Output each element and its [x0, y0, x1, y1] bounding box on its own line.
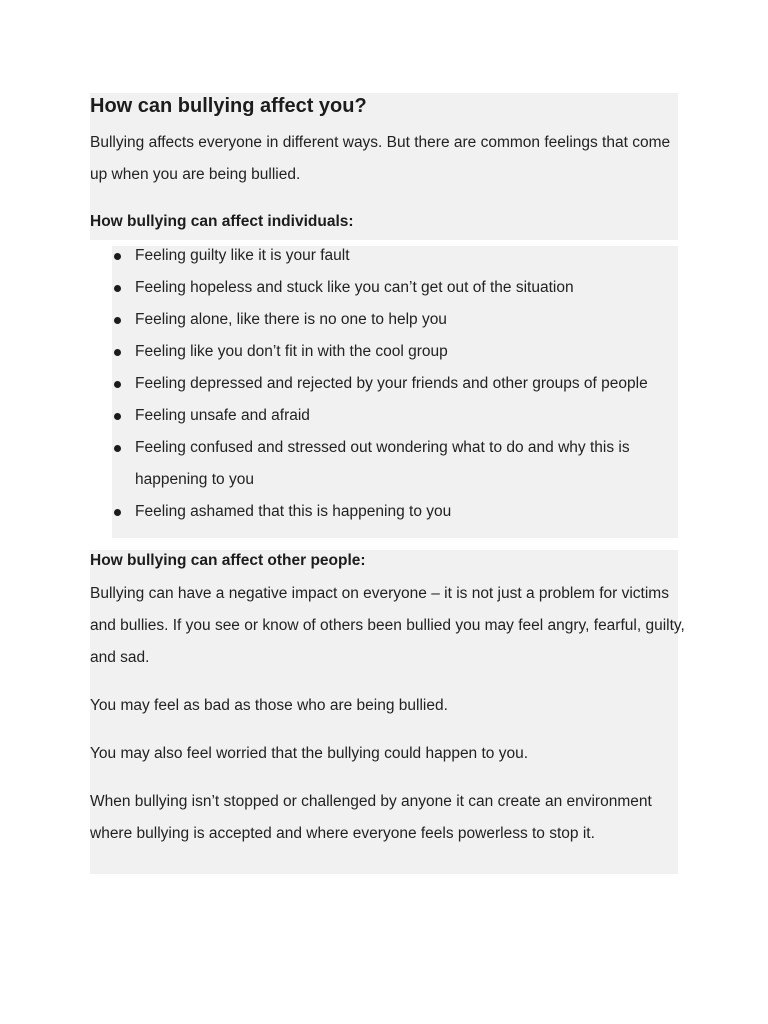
list-item-text: Feeling alone, like there is no one to help you — [135, 311, 447, 328]
bullet-icon — [114, 381, 121, 388]
bullet-icon — [114, 349, 121, 356]
list-item — [112, 432, 682, 496]
list-item-text: Feeling hopeless and stuck like you can’t get out of the situation — [135, 279, 574, 296]
list-item — [112, 368, 682, 400]
list-item-text: Feeling ashamed that this is happening to you — [135, 503, 452, 520]
list-item — [112, 496, 682, 528]
bullet-icon — [114, 413, 121, 420]
list-item-text: Feeling depressed and rejected by your friends and other groups of people — [135, 375, 648, 392]
intro-paragraph: Bullying affects everyone in different ways. But there are common feelings that come up when you are being bullied. — [90, 134, 671, 183]
list-item-text: Feeling like you don’t fit in with the cool group — [135, 343, 448, 360]
list-item — [112, 336, 682, 368]
others-paragraph: You may feel as bad as those who are being bullied. — [90, 697, 448, 714]
others-heading: How bullying can affect other people: — [90, 552, 366, 569]
list-item — [112, 240, 682, 272]
list-item — [112, 304, 682, 336]
individual-effects-list — [112, 240, 682, 528]
bullet-icon — [114, 317, 121, 324]
list-item-text: Feeling confused and stressed out wondering what to do and why this is happening to you — [135, 439, 630, 488]
others-paragraph: Bullying can have a negative impact on everyone – it is not just a problem for victims and bullies. If you see or know of others been bullied you may feel angry, fearful, guilty, and sad. — [90, 585, 685, 666]
bullet-icon — [114, 445, 121, 452]
page-title: How can bullying affect you? — [90, 95, 367, 117]
bullet-icon — [114, 285, 121, 292]
list-item-text: Feeling unsafe and afraid — [135, 407, 310, 424]
list-item — [112, 272, 682, 304]
bullet-icon — [114, 253, 121, 260]
list-item-text: Feeling guilty like it is your fault — [135, 247, 350, 264]
list-item — [112, 400, 682, 432]
bullet-icon — [114, 509, 121, 516]
others-paragraph: When bullying isn’t stopped or challenged by anyone it can create an environment where bullying is accepted and where everyone feels powerless to stop it. — [90, 793, 652, 842]
individuals-heading: How bullying can affect individuals: — [90, 213, 354, 230]
others-paragraph: You may also feel worried that the bullying could happen to you. — [90, 745, 529, 762]
